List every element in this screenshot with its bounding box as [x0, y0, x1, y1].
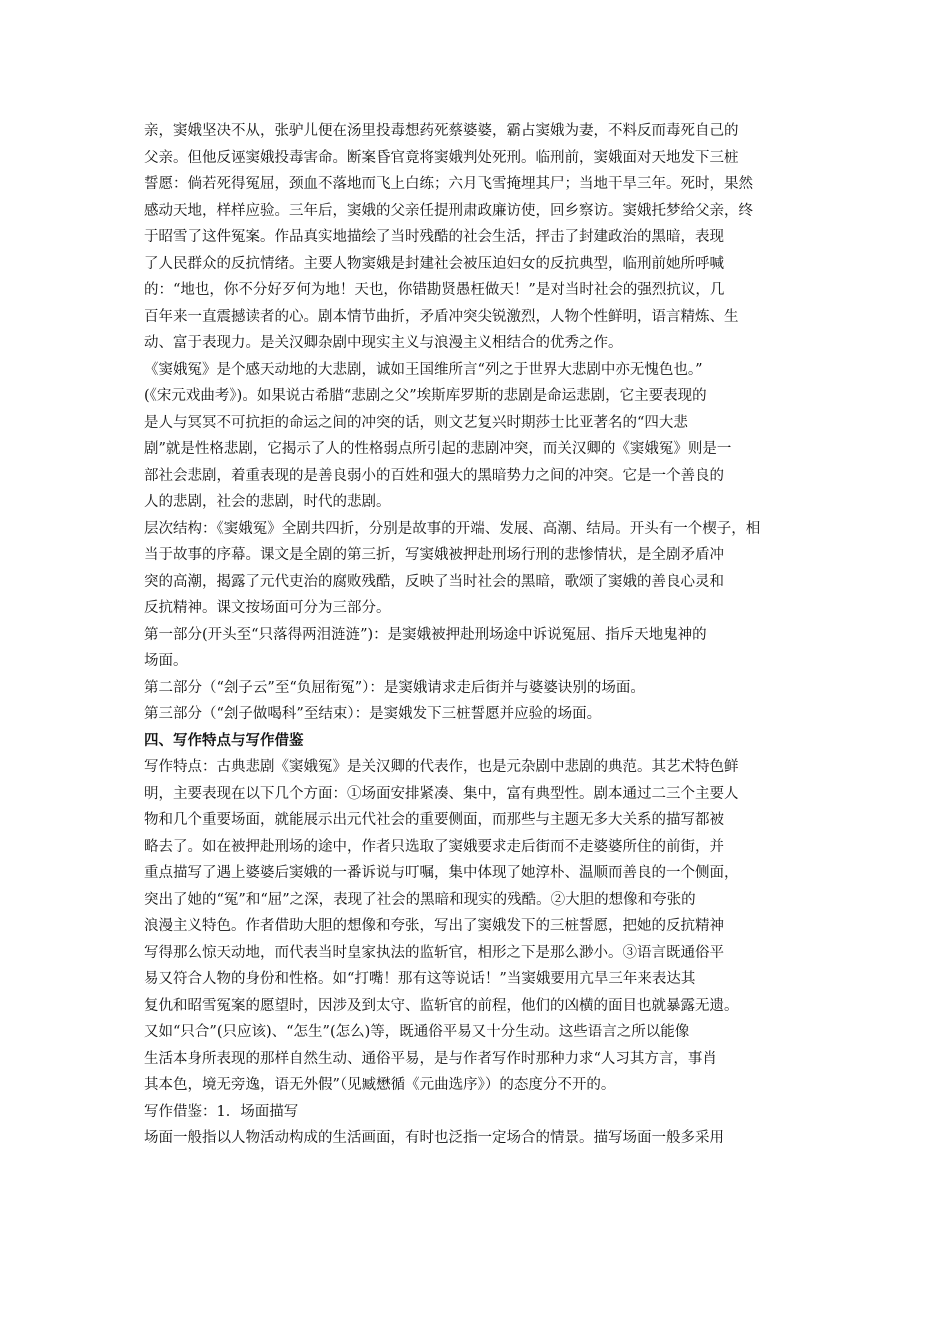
text-line: (《宋元戏曲考》)。如果说古希腊“悲剧之父”埃斯库罗斯的悲剧是命运悲剧，它主要表现的 — [144, 388, 707, 404]
text-line: 第二部分（“刽子云”至“负屈衔冤”）：是窦娥请求走后街并与婆婆诀别的场面。 — [144, 679, 645, 696]
document-body — [144, 118, 812, 1152]
text-line: 场面。 — [144, 653, 188, 669]
text-line: 感动天地，样样应验。三年后，窦娥的父亲任提刑肃政廉访使，回乡察访。窦娥托梦给父亲，终 — [144, 202, 753, 219]
text-line: 是人与冥冥不可抗拒的命运之间的冲突的话，则文艺复兴时期莎士比亚著名的“四大悲 — [144, 414, 688, 431]
text-line: 第一部分(开头至“只落得两泪涟涟”)：是窦娥被押赴刑场途中诉说冤屈、指斥天地鬼神的 — [144, 626, 707, 643]
text-line: 父亲。但他反诬窦娥投毒害命。断案昏官竟将窦娥判处死刑。临刑前，窦娥面对天地发下三桩 — [144, 149, 739, 166]
text-line: 反抗精神。课文按场面可分为三部分。 — [144, 600, 391, 616]
text-line: 部社会悲剧，着重表现的是善良弱小的百姓和强大的黑暗势力之间的冲突。它是一个善良的 — [144, 467, 724, 484]
text-line: 剧”就是性格悲剧，它揭示了人的性格弱点所引起的悲剧冲突，而关汉卿的《窦娥冤》则是一 — [144, 441, 732, 457]
text-line: 写作借鉴：1．场面描写 — [144, 1103, 299, 1120]
text-line: 又如“只合”(只应该)、“怎生”(怎么)等，既通俗平易又十分生动。这些语言之所以能像 — [144, 1024, 690, 1040]
text-line: 百年来一直震撼读者的心。剧本情节曲折，矛盾冲突尖锐激烈，人物个性鲜明，语言精炼、生 — [144, 308, 739, 325]
text-line: 了人民群众的反抗情绪。主要人物窦娥是封建社会被压迫妇女的反抗典型，临刑前她所呼喊 — [144, 255, 724, 272]
text-line: 突出了她的“冤”和“屈”之深，表现了社会的黑暗和现实的残酷。②大胆的想像和夸张的 — [144, 891, 696, 908]
text-line: 易又符合人物的身份和性格。如“打嘴！那有这等说话！”当窦娥要用亢旱三年来表达其 — [144, 971, 696, 987]
text-line: 层次结构：《窦娥冤》全剧共四折，分别是故事的开端、发展、高潮、结局。开头有一个楔子，相 — [144, 520, 761, 537]
text-line: 第三部分（“刽子做喝科”至结束）：是窦娥发下三桩誓愿并应验的场面。 — [144, 706, 602, 722]
text-line: 浪漫主义特色。作者借助大胆的想像和夸张，写出了窦娥发下的三桩誓愿，把她的反抗精神 — [144, 918, 724, 934]
text-line: 写得那么惊天动地，而代表当时皇家执法的监斩官，相形之下是那么渺小。③语言既通俗平 — [144, 944, 724, 961]
text-line: 写作特点：古典悲剧《窦娥冤》是关汉卿的代表作，也是元杂剧中悲剧的典范。其艺术特色鲜 — [144, 759, 739, 775]
text-line: 动、富于表现力。是关汉卿杂剧中现实主义与浪漫主义相结合的优秀之作。 — [144, 335, 623, 351]
text-line: 明，主要表现在以下几个方面：①场面安排紧凑、集中，富有典型性。剧本通过二三个主要人 — [144, 785, 739, 802]
text-line: 于昭雪了这件冤案。作品真实地描绘了当时残酷的社会生活，抨击了封建政治的黑暗，表现 — [144, 229, 724, 245]
text-line: 突的高潮，揭露了元代吏治的腐败残酷，反映了当时社会的黑暗，歌颂了窦娥的善良心灵和 — [144, 573, 724, 590]
section-heading: 四、写作特点与写作借鉴 — [144, 731, 304, 749]
text-line: 物和几个重要场面，就能展示出元代社会的重要侧面，而那些与主题无多大关系的描写都被 — [144, 812, 724, 828]
text-line: 生活本身所表现的那样自然生动、通俗平易，是与作者写作时那种力求“人习其方言，事肖 — [144, 1050, 717, 1067]
text-line: 重点描写了遇上婆婆后窦娥的一番诉说与叮嘱，集中体现了她淳朴、温顺而善良的一个侧面， — [144, 865, 739, 881]
text-line: 人的悲剧，社会的悲剧，时代的悲剧。 — [144, 494, 391, 510]
text-line: 场面一般指以人物活动构成的生活画面，有时也泛指一定场合的情景。描写场面一般多采用 — [144, 1130, 724, 1146]
text-line: 亲，窦娥坚决不从，张驴儿便在汤里投毒想药死蔡婆婆，霸占窦娥为妻，不料反而毒死自己的 — [144, 123, 739, 139]
text-line: 誓愿：倘若死得冤屈，颈血不落地而飞上白练；六月飞雪掩埋其尸；当地干旱三年。死时，果然 — [144, 176, 753, 192]
text-line: 当于故事的序幕。课文是全剧的第三折，写窦娥被押赴刑场行刑的悲惨情状，是全剧矛盾冲 — [144, 547, 724, 563]
text-line: 《窦娥冤》是个感天动地的大悲剧，诚如王国维所言“列之于世界大悲剧中亦无愧色也。” — [144, 361, 703, 378]
text-line: 略去了。如在被押赴刑场的途中，作者只选取了窦娥要求走后街而不走婆婆所住的前街，并 — [144, 838, 724, 855]
text-line: 的：“地也，你不分好歹何为地！天也，你错勘贤愚枉做天！”是对当时社会的强烈抗议，几 — [144, 282, 725, 298]
text-line: 其本色，境无旁逸，语无外假”（见臧懋循《元曲选序》）的态度分不开的。 — [144, 1077, 616, 1093]
text-line: 复仇和昭雪冤案的愿望时，因涉及到太守、监斩官的前程，他们的凶横的面目也就暴露无遗。 — [144, 997, 739, 1014]
